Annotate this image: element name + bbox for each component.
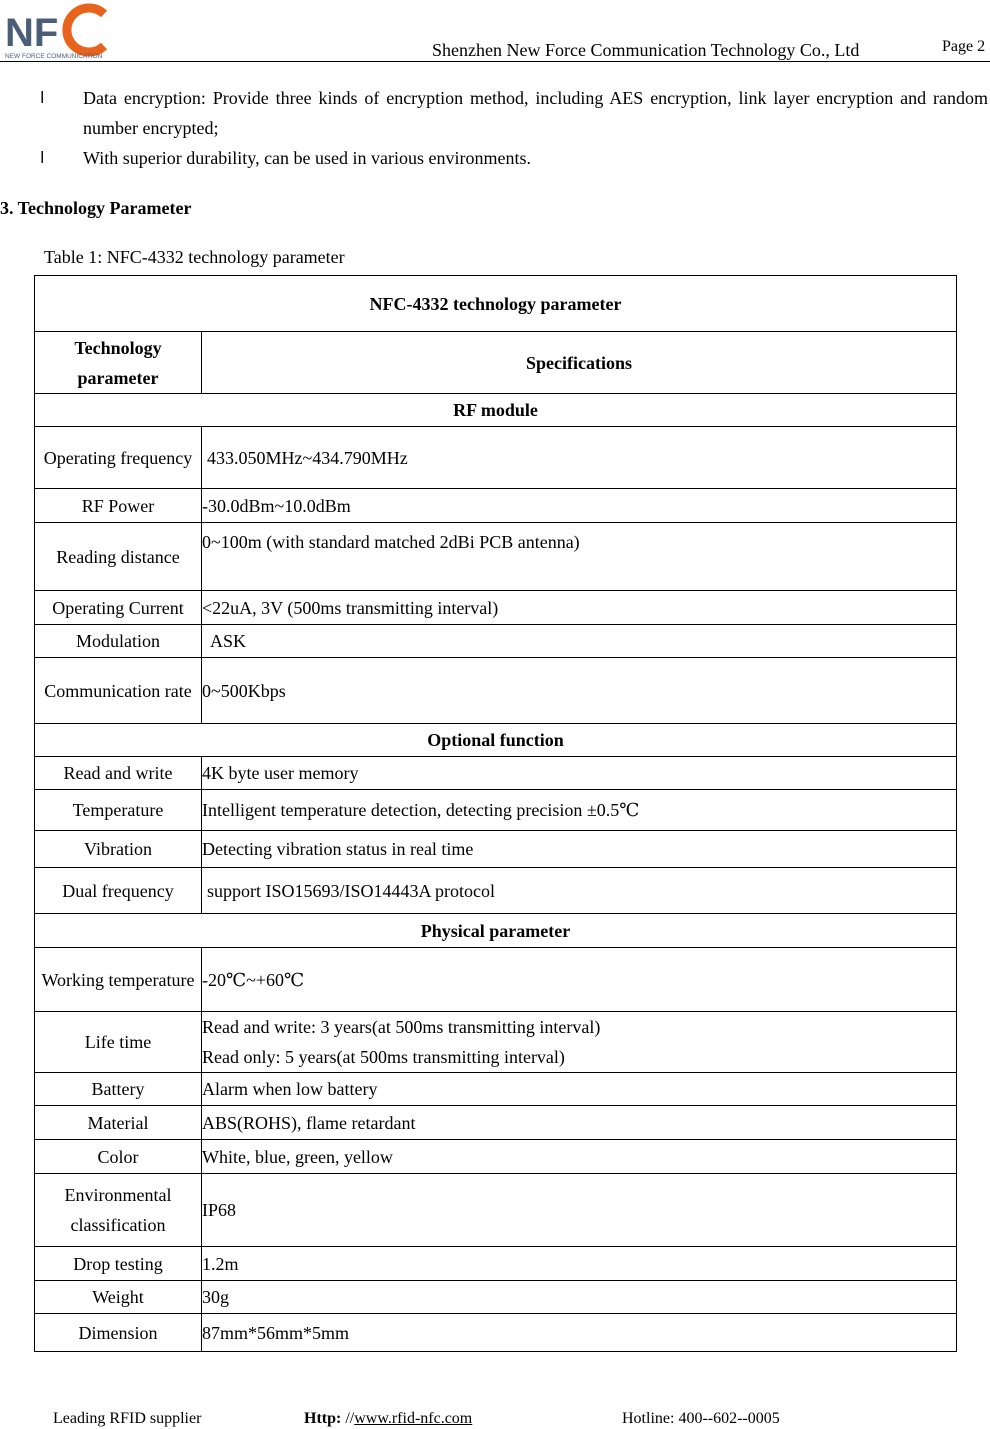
param-cell: Dimension [35,1314,202,1352]
table-row [35,948,957,1012]
table-row [35,427,957,489]
group-physical-parameter: Physical parameter [35,914,957,948]
spec-line: Read only: 5 years(at 500ms transmitting interval) [202,1047,565,1067]
table-caption: Table 1: NFC-4332 technology parameter [44,247,345,267]
page-number: Page 2 [942,38,986,55]
spec-cell: 30g [202,1281,957,1314]
param-cell: Communication rate [35,658,202,724]
spec-cell: 1.2m [202,1247,957,1281]
table-row [35,1247,957,1281]
table-row [35,625,957,658]
bullet-text-durability: With superior durability, can be used in various environments. [83,148,532,168]
table-row [35,489,957,523]
table-header-row [35,332,957,394]
spec-cell: support ISO15693/ISO14443A protocol [202,868,957,914]
spec-cell: Alarm when low battery [202,1073,957,1106]
table-row [35,1140,957,1174]
spec-cell: Intelligent temperature detection, detecting precision ±0.5℃ [202,790,957,831]
group-row [35,724,957,757]
col-header-specifications: Specifications [202,332,957,394]
company-name: Shenzhen New Force Communication Technology Co., Ltd [432,40,860,60]
table-row [35,1174,957,1247]
table-row [35,1106,957,1140]
param-cell: Dual frequency [35,868,202,914]
param-cell: Weight [35,1281,202,1314]
param-cell: Color [35,1140,202,1174]
header-divider [0,61,990,62]
logo-text-nf: NF [5,11,59,55]
footer-supplier: Leading RFID supplier [53,1410,202,1427]
param-cell: Drop testing [35,1247,202,1281]
footer-website [304,1410,472,1428]
section-title: 3. Technology Parameter [0,198,192,218]
footer-url-separator: // [341,1410,355,1427]
group-rf-module: RF module [35,394,957,427]
spec-cell: 87mm*56mm*5mm [202,1314,957,1352]
spec-cell: ABS(ROHS), flame retardant [202,1106,957,1140]
param-cell: Environmental classification [35,1174,202,1247]
table-row [35,591,957,625]
footer-hotline: Hotline: 400--602--0005 [622,1410,780,1427]
table-row [35,757,957,790]
logo-subtext: NEW FORCE COMMUNICATION [5,53,103,60]
col-header-parameter: Technology parameter [35,332,202,394]
param-cell: Material [35,1106,202,1140]
spec-cell: -30.0dBm~10.0dBm [202,489,957,523]
table-title-row [35,276,957,332]
table-row [35,1012,957,1073]
param-cell: Working temperature [35,948,202,1012]
spec-cell: 0~500Kbps [202,658,957,724]
param-cell: Vibration [35,831,202,868]
spec-line: Read and write: 3 years(at 500ms transmitting interval) [202,1017,601,1037]
table-row [35,658,957,724]
param-cell: RF Power [35,489,202,523]
spec-cell: <22uA, 3V (500ms transmitting interval) [202,591,957,625]
spec-cell: Detecting vibration status in real time [202,831,957,868]
param-cell: Reading distance [35,523,202,591]
param-cell: Read and write [35,757,202,790]
group-optional-function: Optional function [35,724,957,757]
footer-http-label: Http: [304,1410,342,1427]
company-logo [4,2,112,60]
spec-cell [202,1012,957,1073]
bullet-text-encryption: Data encryption: Provide three kinds of encryption method, including AES encryption, link layer encryption and random number encrypted; [83,88,988,138]
table-row [35,523,957,591]
table-row [35,1281,957,1314]
param-cell: Modulation [35,625,202,658]
bullet-marker: l [40,88,45,107]
param-cell: Operating Current [35,591,202,625]
table-row [35,1073,957,1106]
param-cell: Life time [35,1012,202,1073]
spec-cell: ASK [202,625,957,658]
spec-table [34,275,957,1352]
spec-cell: 4K byte user memory [202,757,957,790]
table-row [35,831,957,868]
spec-cell: IP68 [202,1174,957,1247]
spec-cell: White, blue, green, yellow [202,1140,957,1174]
param-cell: Operating frequency [35,427,202,489]
website-link[interactable]: www.rfid-nfc.com [354,1410,473,1427]
param-cell: Battery [35,1073,202,1106]
table-row [35,790,957,831]
group-row [35,394,957,427]
table-row [35,868,957,914]
bullet-marker: l [40,148,45,167]
logo-c-arc [67,8,104,52]
spec-cell: -20℃~+60℃ [202,948,957,1012]
param-cell: Temperature [35,790,202,831]
group-row [35,914,957,948]
table-row [35,1314,957,1352]
table-title: NFC-4332 technology parameter [35,276,957,332]
spec-cell: 0~100m (with standard matched 2dBi PCB antenna) [202,523,957,591]
spec-cell: 433.050MHz~434.790MHz [202,427,957,489]
